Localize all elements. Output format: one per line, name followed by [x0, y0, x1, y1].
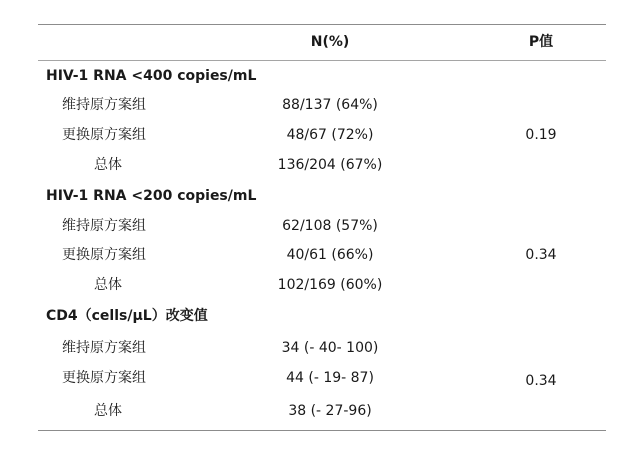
row-label-total: 总体 [94, 403, 122, 419]
row-label-switch: 更换原方案组 [62, 127, 146, 143]
section-title-cd4: CD4（cells/μL）改变值 [46, 308, 208, 324]
row-value: 62/108 (57%) [282, 218, 378, 234]
section-p-value: 0.19 [525, 127, 557, 143]
table-top-rule [38, 24, 606, 25]
row-label-maintain: 维持原方案组 [62, 97, 146, 113]
section-p-value: 0.34 [525, 247, 557, 263]
row-label-total: 总体 [94, 277, 122, 293]
table-header-rule [38, 60, 606, 61]
row-label-switch: 更换原方案组 [62, 247, 146, 263]
row-label-switch: 更换原方案组 [62, 370, 146, 386]
row-value: 34 (- 40- 100) [281, 340, 379, 356]
row-label-maintain: 维持原方案组 [62, 340, 146, 356]
header-p-value: P值 [528, 34, 554, 50]
row-value: 88/137 (64%) [282, 97, 378, 113]
row-value: 44 (- 19- 87) [286, 370, 374, 386]
row-value: 40/61 (66%) [286, 247, 374, 263]
row-label-maintain: 维持原方案组 [62, 218, 146, 234]
row-value: 102/169 (60%) [277, 277, 383, 293]
header-n-percent: N(%) [310, 34, 350, 50]
table-bottom-rule [38, 430, 606, 431]
section-title-rna-200: HIV-1 RNA <200 copies/mL [46, 188, 257, 204]
row-value: 38 (- 27-96) [288, 403, 372, 419]
section-p-value: 0.34 [525, 373, 557, 389]
row-value: 48/67 (72%) [286, 127, 374, 143]
row-value: 136/204 (67%) [277, 157, 383, 173]
row-label-total: 总体 [94, 157, 122, 173]
section-title-rna-400: HIV-1 RNA <400 copies/mL [46, 68, 257, 84]
